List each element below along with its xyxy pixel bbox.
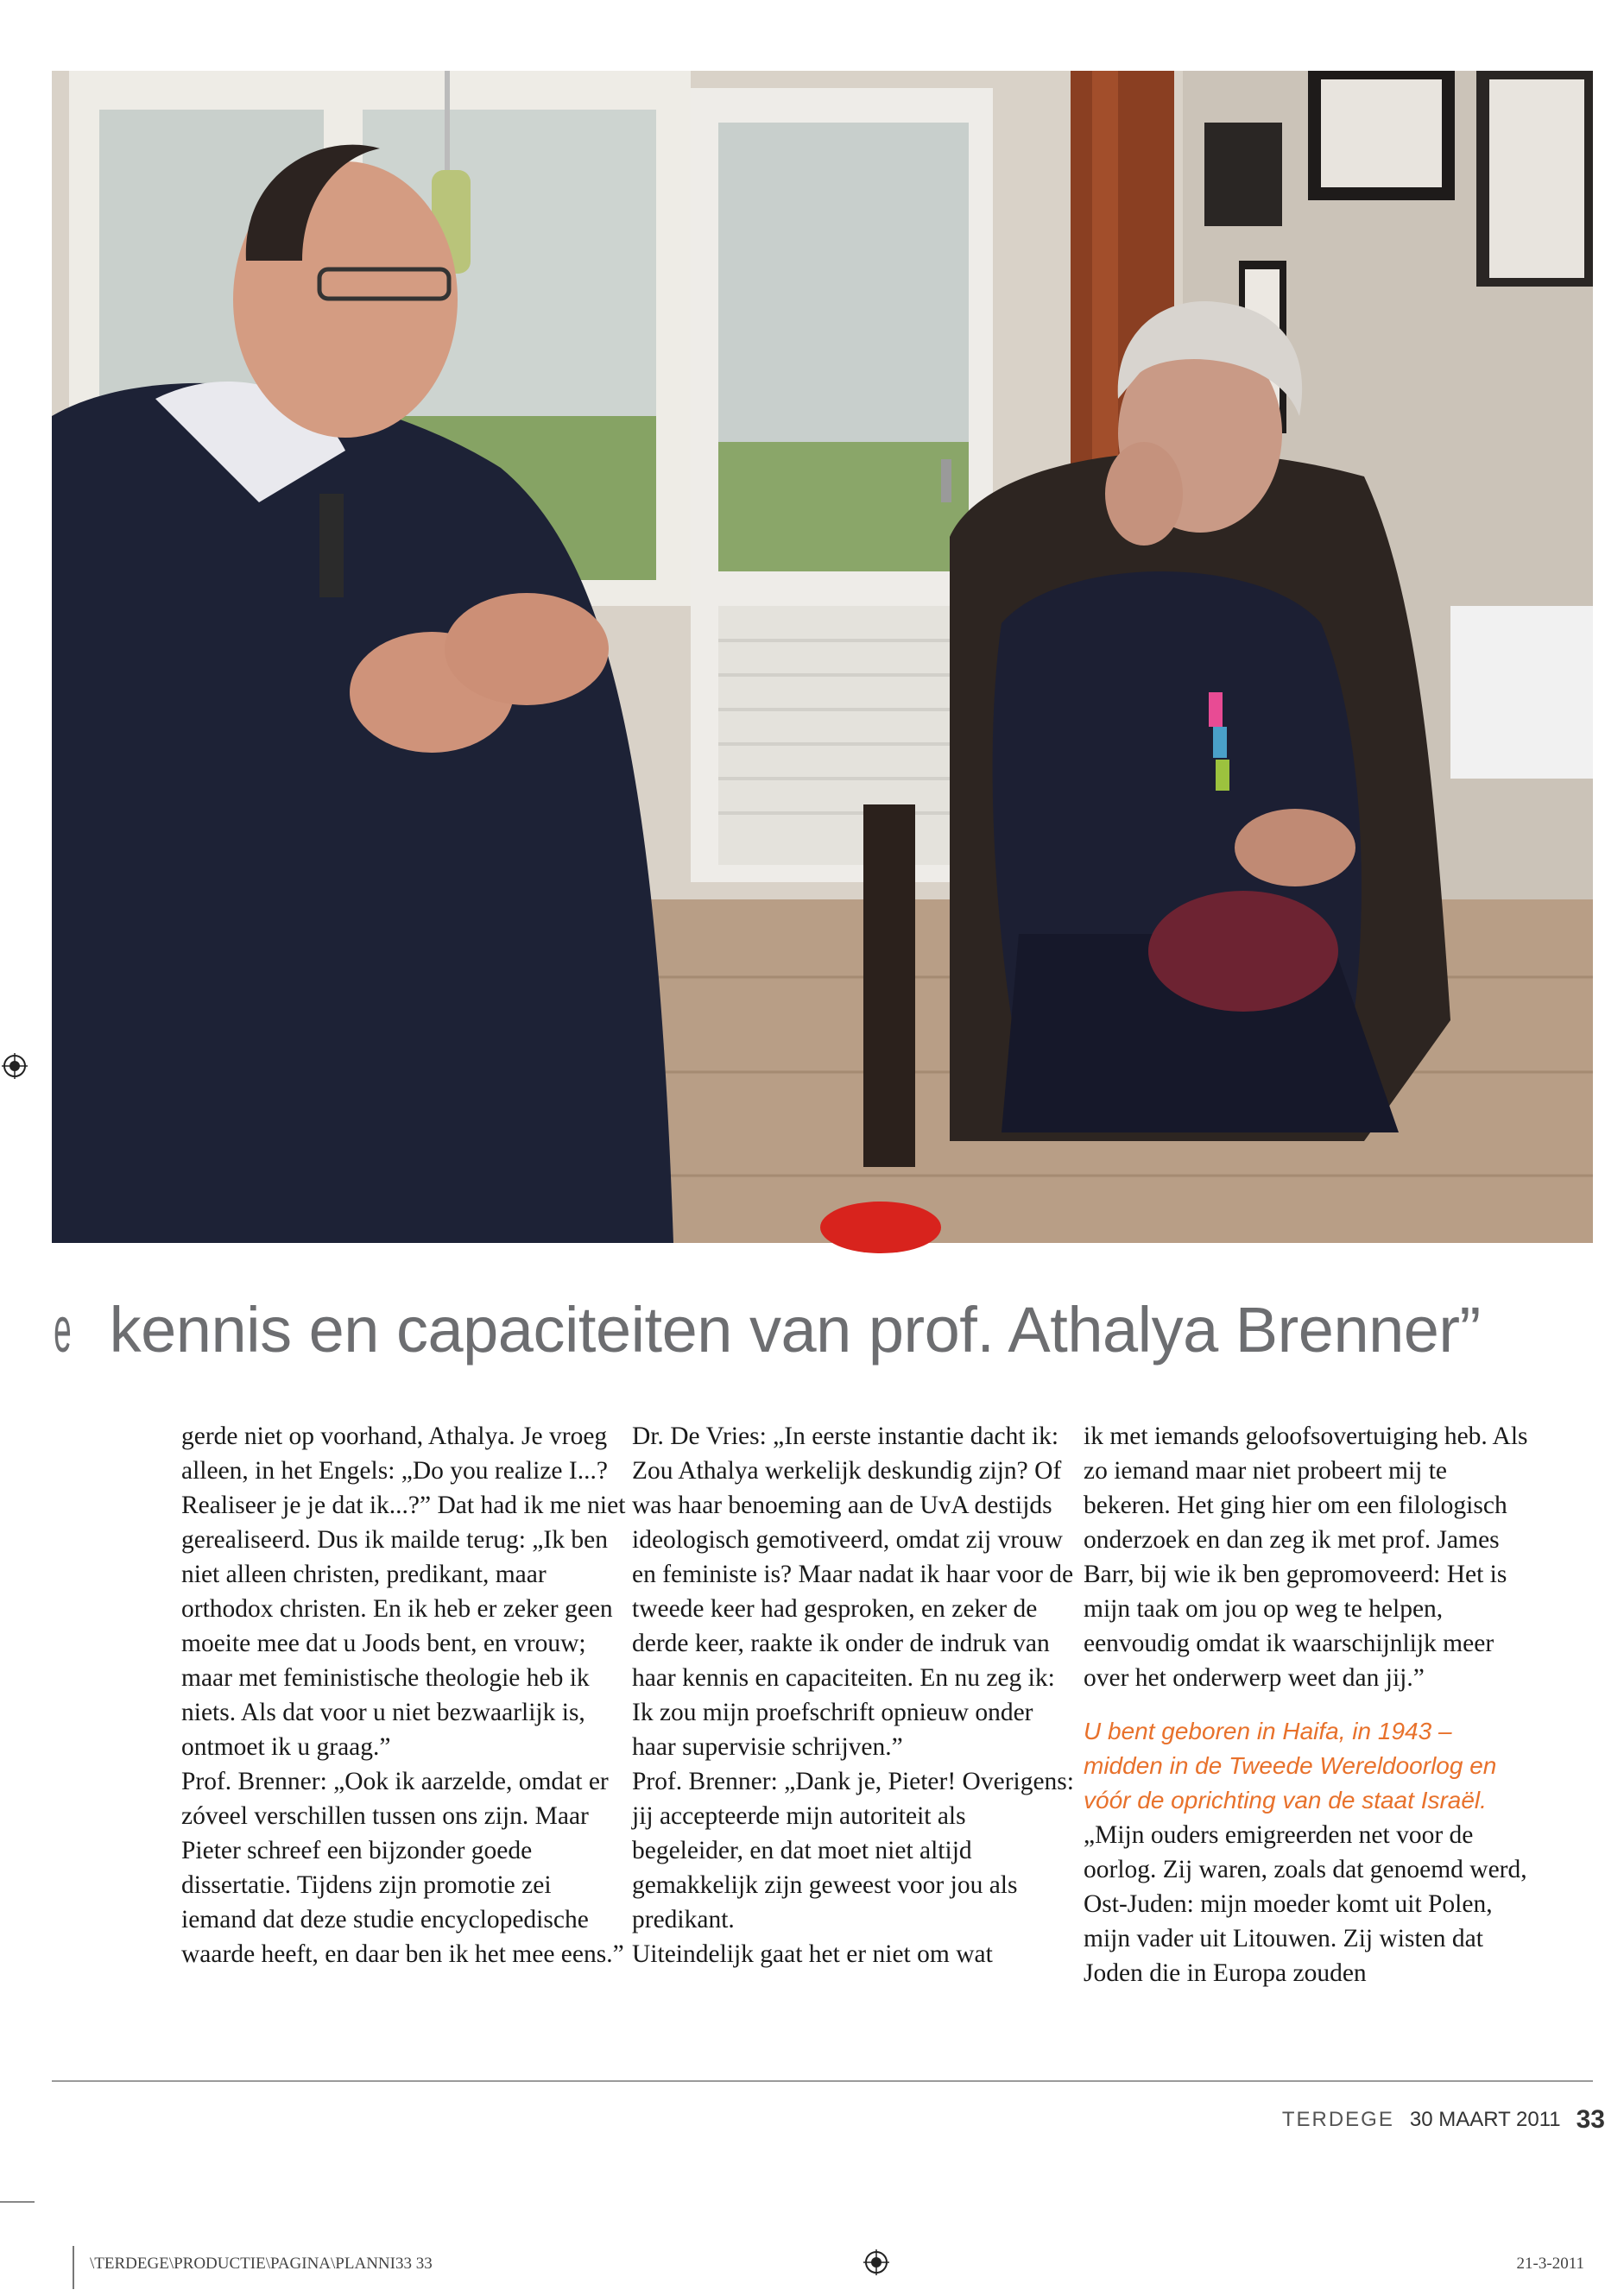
registration-mark-icon	[2, 1053, 28, 1079]
paragraph: ik met iemands geloofsovertuiging heb. Als zo iemand maar niet probeert mij te bekeren. Het ging hier om een filologisch onderzoek en dan zeg ik met prof. James Barr, bij wie ik ben gepromoveerd: Het is mijn taak om jou op weg te helpen, eenvoudig omdat ik waarschijnlijk meer over het onderwerp weet dan jij.”	[1084, 1422, 1528, 1692]
slug-path: \TERDEGE\PRODUCTIE\PAGINA\PLANNI33 33	[90, 2255, 433, 2273]
pull-quote	[45, 1293, 1513, 1366]
article-body	[181, 1419, 1528, 2041]
column-2	[632, 1419, 1081, 1971]
slug-date: 21-3-2011	[1516, 2255, 1584, 2273]
interview-question: U bent geboren in Haifa, in 1943 – midden in de Tweede Wereldoorlog en vóór de oprichting van de staat Israël.	[1084, 1718, 1497, 1813]
paragraph: Prof. Brenner: „Ook ik aarzelde, omdat er zóveel verschillen tussen ons zijn. Maar Pieter schreef een bijzonder goede dissertatie. Tijdens zijn promotie zei iemand dat deze studie encyclopedische waarde heeft, en daar ben ik het mee eens.”	[181, 1768, 624, 1968]
folio-magazine: TERDEGE	[1281, 2108, 1394, 2131]
folio-date: 30 MAART 2011	[1409, 2108, 1561, 2131]
column-3	[1084, 1419, 1532, 1990]
page-divider	[52, 2080, 1593, 2082]
paragraph: „Mijn ouders emigreerden net voor de oorlog. Zij waren, zoals dat genoemd werd, Ost-Juden: mijn moeder komt uit Polen, mijn vader uit Litouwen. Zij wisten dat Joden die in Europa zouden	[1084, 1821, 1527, 1987]
folio-page-number: 33	[1576, 2105, 1605, 2134]
interview-photo-illustration	[52, 71, 1593, 1243]
pull-quote-clipped-prefix: e	[54, 1294, 72, 1366]
trim-mark	[0, 2201, 35, 2203]
folio	[1281, 2103, 1605, 2137]
pull-quote-text: kennis en capaciteiten van prof. Athalya Brenner”	[109, 1294, 1481, 1366]
registration-mark-icon	[863, 2249, 889, 2275]
slug-bar	[73, 2246, 74, 2289]
paragraph: Dr. De Vries: „In eerste instantie dacht ik: Zou Athalya werkelijk deskundig zijn? Of was haar benoeming aan de UvA destijds ideologisch gemotiveerd, omdat zij vrouw en feministe is? Maar nadat ik haar voor de tweede keer had gesproken, en zeker de derde keer, raakte ik onder de indruk van haar kennis en capaciteiten. En nu zeg ik: Ik zou mijn proefschrift opnieuw onder haar supervisie schrijven.”	[632, 1422, 1074, 1761]
interview-photo	[52, 71, 1593, 1243]
paragraph: Prof. Brenner: „Dank je, Pieter! Overigens: jij accepteerde mijn autoriteit als begeleider, en dat moet niet altijd gemakkelijk zijn geweest voor jou als predikant.	[632, 1768, 1074, 1933]
column-1	[181, 1419, 630, 1971]
paragraph: Uiteindelijk gaat het er niet om wat	[632, 1940, 993, 1968]
paragraph: gerde niet op voorhand, Athalya. Je vroeg alleen, in het Engels: „Do you realize I...? Realiseer je je dat ik...?” Dat had ik me niet gerealiseerd. Dus ik mailde terug: „Ik ben niet alleen christen, predikant, maar orthodox christen. En ik heb er zeker geen moeite mee dat u Joods bent, en vrouw; maar met feministische theologie heb ik niets. Als dat voor u niet bezwaarlijk is, ontmoet ik u graag.”	[181, 1422, 626, 1761]
